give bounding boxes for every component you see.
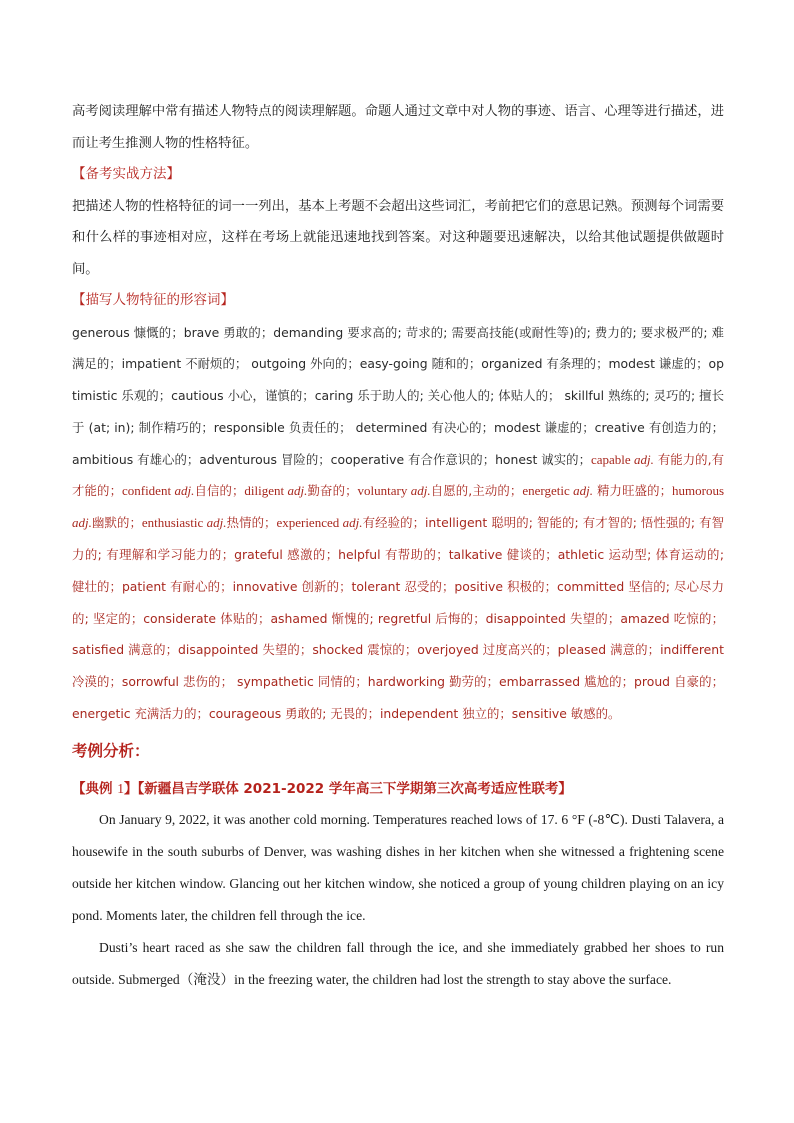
vocab-meaning: 热情的； — [226, 515, 277, 531]
vocab-word: diligent — [244, 483, 288, 499]
vocab-pos: adj. — [342, 515, 363, 531]
adjectives-part-3: intelligent 聪明的; 智能的; 有才智的; 悟性强的; 有智力的; 有理解和学习能力的；grateful 感激的；helpful 有帮助的；talkative 健谈的；athletic 运动型; 体育运动的; 健壮的；patient 有耐心的；innovative 创新的；tolerant 忍受的；positive 积极的；committed 坚信的; 尽心尽力的; 坚定的；considerate 体贴的；ashamed 惭愧的; regretful 后悔的；disappointed 失望的；amazed 吃惊的；satisfied 满意的；disappointed 失望的；shocked 震惊的；overjoyed 过度高兴的；pleased 满意的；indifferent 冷漠的；sorrowful 悲伤的； sympathetic 同情的；hardworking 勤劳的；embarrassed 尴尬的；proud 自豪的；energetic 充满活力的；courageous 勇敢的; 无畏的；independent 独立的；sensitive 敏感的。 — [72, 515, 725, 722]
method-paragraph: 把描述人物的性格特征的词一一列出，基本上考题不会超出这些词汇，考前把它们的意思记熟。预测每个词需要和什么样的事迹相对应，这样在考场上就能迅速地找到答案。对这种题要迅速解决，以给其他试题提供做题时间。 — [72, 198, 724, 277]
vocab-meaning: 有经验的； — [362, 515, 425, 531]
vocab-meaning: 自信的； — [194, 483, 245, 499]
vocab-meaning: 有能力的,有才能的； — [72, 451, 724, 499]
example-source: 】【新疆昌吉学联体 2021-2022 学年高三下学期第三次高考适应性联考】 — [123, 780, 572, 797]
analysis-title: 考例分析： — [72, 741, 150, 760]
vocab-pos: adj. — [410, 483, 431, 499]
adjectives-part-1: generous 慷慨的；brave 勇敢的；demanding 要求高的; 苛求的; 需要高技能(或耐性等)的; 费力的; 要求极严的; 难满足的；impatient 不耐烦的； outgoing 外向的；easy-going 随和的；organized 有条理的；modest 谦虚的；optimistic 乐观的；cautious 小心，谨慎的；caring 乐于助人的; 关心他人的; 体贴人的； skillful 熟练的; 灵巧的; 擅长于 (at; in); 制作精巧的；responsible 负责任的； determined 有决心的；modest 谦虚的；creative 有创造力的；ambitious 有雄心的；adventurous 冒险的；cooperative 有合作意识的；honest 诚实的； — [72, 324, 724, 467]
vocab-word: experienced — [276, 515, 343, 531]
vocab-meaning: 自愿的,主动的； — [430, 483, 523, 499]
vocab-meaning: 勤奋的； — [307, 483, 358, 499]
vocab-word: capable — [591, 451, 634, 467]
story-paragraph-1: On January 9, 2022, it was another cold morning. Temperatures reached lows of 17. 6 °F (-8℃). Dusti Talavera, a housewife in the south suburbs of Denver, was washing dishes in her kitchen when she witnessed a frightening scene outside her kitchen window. Glancing out her kitchen window, she noticed a group of young children playing on an icy pond. Moments later, the children fell through the ice. — [72, 811, 724, 923]
vocab-word: voluntary — [357, 483, 411, 499]
vocab-pos: adj. — [206, 515, 227, 531]
vocab-word: energetic — [522, 483, 574, 499]
example-heading — [72, 774, 724, 804]
vocab-word: confident — [121, 483, 175, 499]
vocab-meaning: 幽默的； — [91, 515, 142, 531]
vocab-pos: adj. — [174, 483, 195, 499]
vocab-word: enthusiastic — [141, 515, 207, 531]
adjectives-title: 【描写人物特征的形容词】 — [72, 292, 234, 308]
document-page — [72, 96, 724, 996]
story-paragraph-2: Dusti’s heart raced as she saw the children fall through the ice, and she immediately grabbed her shoes to run outside. Submerged（淹没）in the freezing water, the children had lost the strength to stay above the surface. — [72, 939, 724, 987]
vocab-pos: adj. — [573, 483, 593, 499]
method-title: 【备考实战方法】 — [72, 166, 180, 182]
vocab-word: humorous — [672, 483, 725, 499]
vocab-pos: adj. — [72, 515, 92, 531]
intro-paragraph: 高考阅读理解中常有描述人物特点的阅读理解题。命题人通过文章中对人物的事迹、语言、心理等进行描述，进而让考生推测人物的性格特征。 — [72, 104, 724, 151]
vocab-meaning: 精力旺盛的； — [592, 483, 673, 499]
example-number: 1 — [117, 780, 124, 796]
adjectives-list — [72, 317, 724, 730]
vocab-pos: adj. — [634, 451, 654, 467]
example-prefix: 【典例 — [72, 780, 118, 797]
vocab-pos: adj. — [287, 483, 308, 499]
